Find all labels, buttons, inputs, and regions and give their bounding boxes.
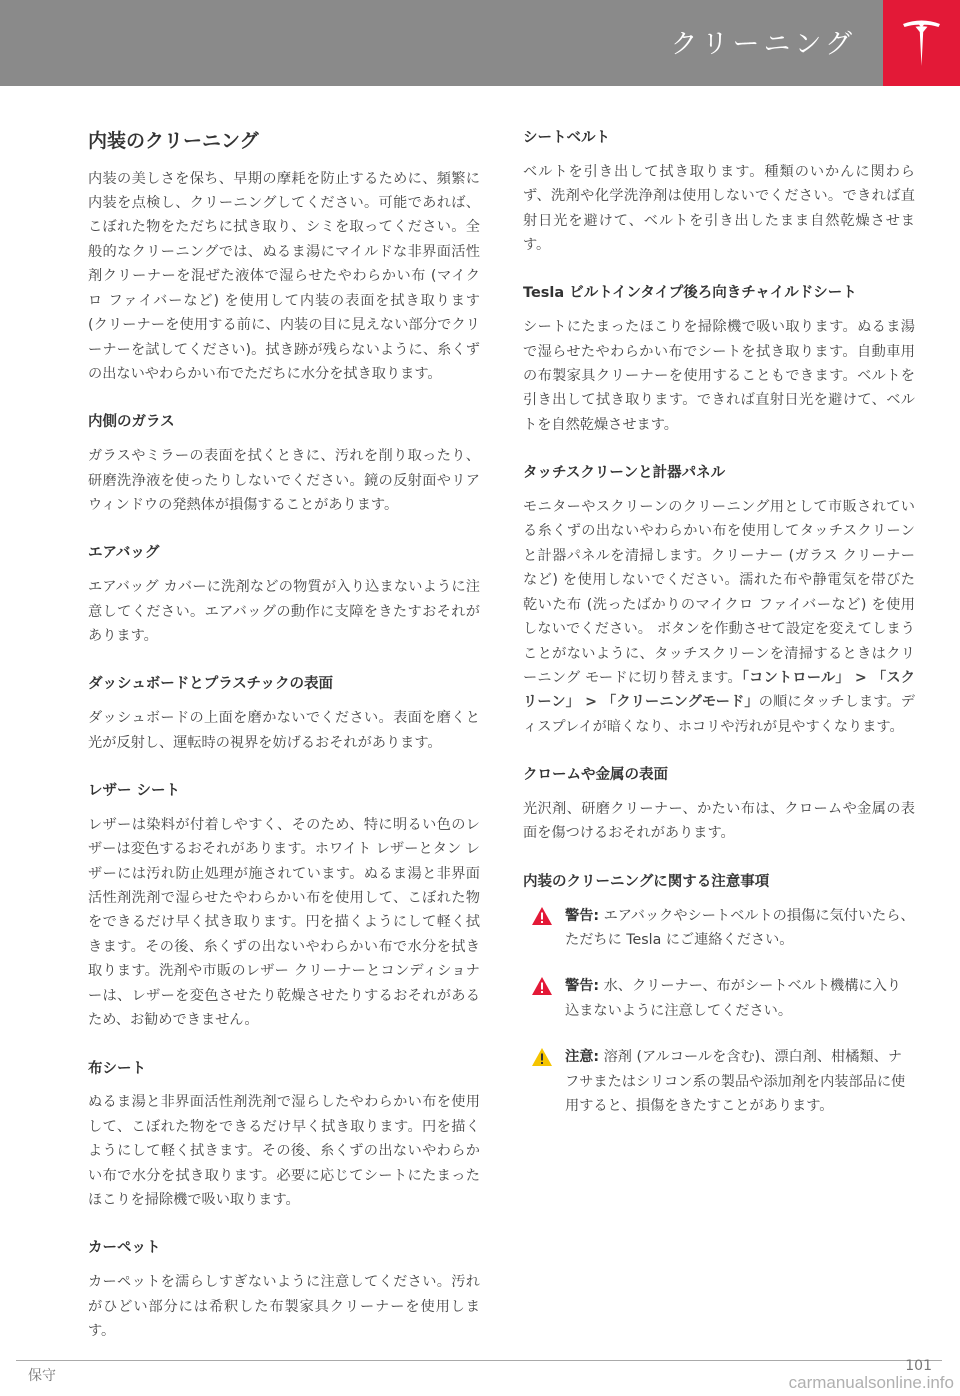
inner-glass-section (88, 412, 480, 517)
paragraph: ぬるま湯と非界面活性剤洗剤で湿らしたやわらかい布を使用して、こぼれた物をできるだけ早く拭き取ります。円を描くようにして軽く拭きます。その後、糸くずの出ないやわらかい布で水分を拭き取ります。必要に応じてシートにたまったほこりを掃除機で吸い取ります。 (88, 1094, 480, 1208)
touchscreen-section (523, 463, 915, 739)
warning-label: 警告: (565, 907, 600, 924)
watermark: carmanualsonline.info (788, 1373, 954, 1392)
warning-text: エアバックやシートベルトの損傷に気付いたら、ただちに Tesla にご連絡ください。 (565, 907, 915, 949)
seatbelt-section (523, 128, 915, 257)
right-column (523, 128, 915, 1141)
carpet-section (88, 1238, 480, 1343)
paragraph: ベルトを引き出して拭き取ります。種類のいかんに関わらず、洗剤や化学洗浄剤は使用しないでください。できれば直射日光を避けて、ベルトを引き出したまま自然乾燥させます。 (523, 163, 915, 254)
menu-path-separator: > (849, 670, 872, 686)
tesla-logo-icon (901, 18, 942, 68)
warning-label: 警告: (565, 978, 600, 995)
paragraph: ガラスやミラーの表面を拭くときに、汚れを削り取ったり、研磨洗浄液を使ったりしないでください。鏡の反射面やリア ウィンドウの発熱体が損傷することがあります。 (88, 448, 480, 513)
sub-heading: ダッシュボードとプラスチックの表面 (88, 676, 334, 693)
menu-path-cleaning-mode: 「クリーニングモード」 (602, 694, 759, 711)
sub-heading: 布シート (88, 1060, 146, 1077)
warning-item (523, 974, 915, 1023)
paragraph: 光沢剤、研磨クリーナー、かたい布は、クロームや金属の表面を傷つけるおそれがあります。 (523, 801, 915, 842)
caution-yellow-icon (531, 1047, 553, 1067)
sub-heading: カーペット (88, 1240, 161, 1257)
airbag-section (88, 543, 480, 648)
intro-paragraph: 内装の美しさを保ち、早期の摩耗を防止するために、頻繁に内装を点検し、クリーニングしてください。可能であれば、こぼれた物をただちに拭き取り、シミを取ってください。全般的なクリーニングでは、ぬるま湯にマイルドな非界面活性剤クリーナーを混ぜた液体で湿らせたやわらかい布 (マイクロ ファイバーなど) を使用して内装の表面を拭き取ります (クリーナーを使用する前に、内装の目に見えない部分でクリーナーを試してください)。拭き跡が残らないように、糸くずの出ないやわらかい布でただちに水分を拭き取ります。 (88, 170, 480, 382)
dashboard-section (88, 674, 480, 755)
warning-red-icon (531, 906, 553, 926)
paragraph: ダッシュボードの上面を磨かないでください。表面を磨くと光が反射し、運転時の視界を妨げるおそれがあります。 (88, 710, 480, 751)
paragraph: カーペットを濡らしすぎないように注意してください。汚れがひどい部分には希釈した布製家具クリーナーを使用します。 (88, 1274, 480, 1340)
page-title: クリーニング (670, 29, 856, 60)
caution-text: 溶剤 (アルコールを含む)、漂白剤、柑橘類、ナフサまたはシリコン系の製品や添加剤を内装部品に使用すると、損傷をきたすことがあります。 (565, 1049, 906, 1115)
caution-label: 注意: (565, 1049, 600, 1066)
sub-heading: タッチスクリーンと計器パネル (523, 465, 726, 482)
leather-seat-section (88, 781, 480, 1033)
paragraph: レザーは染料が付着しやすく、そのため、特に明るい色のレザーは変色するおそれがあります。ホワイト レザーとタン レザーには汚れ防止処理が施されています。ぬるま湯と非界面活性剤洗剤で湿らせたやわらかい布を使用して、こぼれた物をできるだけ早く拭き取ります。円を描くようにして軽く拭きます。その後、糸くずの出ないやわらかい布で水分を拭き取ります。洗剤や市販のレザー クリーナーとコンディショナーは、レザーを変色させたり乾燥させたりするおそれがあるため、お勧めできません。 (88, 816, 480, 1029)
left-column (88, 128, 480, 1369)
sub-heading: 内装のクリーニングに関する注意事項 (523, 873, 770, 890)
sub-heading: シートベルト (523, 130, 610, 146)
sub-heading: クロームや金属の表面 (523, 767, 668, 784)
sub-heading: レザー シート (88, 783, 181, 800)
cautions-section (523, 872, 915, 1119)
menu-path-screen: 「スクリーン」 (523, 670, 915, 711)
warning-item (523, 904, 915, 953)
fabric-seat-section (88, 1059, 480, 1213)
page-number: 101 (905, 1358, 932, 1374)
section-title: 内装のクリーニング (88, 130, 259, 152)
sub-heading: エアバッグ (88, 545, 160, 562)
chrome-section (523, 765, 915, 846)
header-band (0, 0, 960, 86)
footer-section-name: 保守 (28, 1368, 56, 1384)
caution-item (523, 1045, 915, 1118)
warning-red-icon (531, 976, 553, 996)
menu-path-separator: > (580, 694, 603, 711)
touch-body: モニターやスクリーンのクリーニング用として市販されている糸くずの出ないやわらかい布を使用してタッチスクリーンと計器パネルを清掃します。クリーナー (ガラス クリーナーなど) を使用しないでください。濡れた布や静電気を帯びた乾いた布 (洗ったばかりのマイクロ ファイバーなど) を使用しないでください。 ボタンを作動させて設定を変えてしまうことがないように、タッチスクリーンを清掃するときはクリーニング モードに切り替えます。 (523, 499, 915, 686)
footer-divider (16, 1360, 942, 1361)
paragraph: エアバッグ カバーに洗剤などの物質が入り込まないように注意してください。エアバッグの動作に支障をきたすおそれがあります。 (88, 579, 480, 644)
touch-tail: の順にタッチします。ディスプレイが暗くなり、ホコリや汚れが見やすくなります。 (523, 694, 915, 735)
paragraph: シートにたまったほこりを掃除機で吸い取ります。ぬるま湯で湿らせたやわらかい布でシートを拭き取ります。自動車用の布製家具クリーナーを使用することもできます。ベルトを引き出して拭き取ります。できれば直射日光を避けて、ベルトを自然乾燥させます。 (523, 319, 915, 433)
sub-heading: Tesla ビルトインタイプ後ろ向きチャイルドシート (523, 285, 857, 302)
paragraph (523, 495, 915, 739)
menu-path-controls: 「コントロール」 (741, 670, 850, 686)
warning-text: 水、クリーナー、布がシートベルト機構に入り込まないように注意してください。 (565, 978, 901, 1019)
child-seat-section (523, 283, 915, 437)
sub-heading: 内側のガラス (88, 414, 175, 431)
logo-box (883, 0, 960, 86)
